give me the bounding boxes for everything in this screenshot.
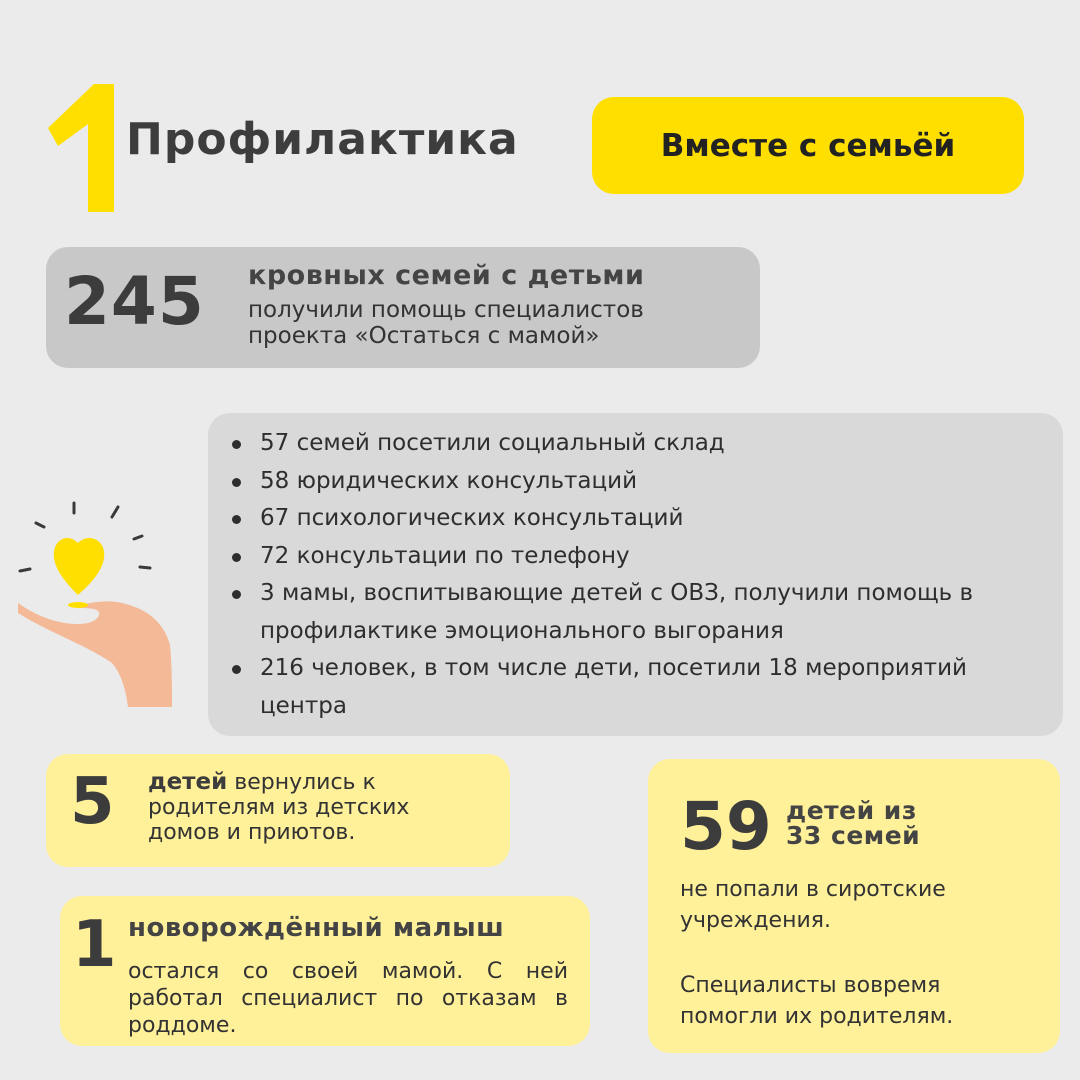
list-item-text: 58 юридических консультаций [260, 467, 638, 494]
stat-number: 1 [72, 908, 117, 982]
hand-heart-icon [10, 495, 190, 725]
bullet-icon [232, 478, 241, 487]
bullet-icon [232, 515, 241, 524]
bullet-icon [232, 590, 241, 599]
stat-number: 245 [64, 263, 205, 340]
page-title: Профилактика [126, 114, 519, 165]
list-item-text: 216 человек, в том числе дети, посетили 18 мероприятий центра [260, 655, 967, 719]
stat-description [148, 770, 488, 845]
list-item-text: 3 мамы, воспитывающие детей с ОВЗ, получили помощь в профилактике эмоционального выгорания [260, 580, 974, 644]
list-item [232, 463, 1052, 501]
list-item-text: 57 семей посетили социальный склад [260, 430, 725, 456]
bullet-icon [232, 440, 241, 449]
list-item [232, 500, 1052, 538]
stat-text: вернулись к родителям из детских домов и приютов. [148, 770, 410, 845]
list-item [232, 650, 1052, 725]
stat-number: 5 [70, 765, 115, 839]
stat-headline-line: 33 семей [786, 821, 921, 850]
stat-description [248, 297, 644, 349]
list-item-text: 67 психологических консультаций [260, 505, 684, 531]
stat-number: 59 [680, 788, 772, 865]
bullet-icon [232, 665, 241, 674]
stat-text: остался со своей мамой. С ней работал специалист по отказам в роддоме. [128, 959, 568, 1038]
stat-headline-line: детей из [786, 796, 917, 825]
list-item-text: 72 консультации по телефону [260, 542, 630, 569]
tag-label: Вместе с семьёй [660, 127, 956, 164]
bullet-icon [232, 553, 241, 562]
stat-description-line: получили помощь специалистов [248, 297, 644, 323]
list-item [232, 575, 1052, 650]
list-item [232, 538, 1052, 576]
stat-headline: новорождённый малыш [128, 913, 505, 943]
stat-headline [786, 798, 920, 848]
big-number-one [48, 84, 114, 212]
services-list [232, 425, 1052, 725]
stat-text: Специалисты вовремя помогли их родителям. [680, 973, 954, 1029]
list-item [232, 425, 1052, 463]
stat-text: не попали в сиротские учреждения. [680, 877, 946, 933]
stat-headline: детей [148, 769, 228, 795]
stat-headline: кровных семей с детьми [248, 260, 645, 291]
stat-description-line: проекта «Остаться с мамой» [248, 323, 600, 349]
tag-pill [592, 97, 1024, 194]
